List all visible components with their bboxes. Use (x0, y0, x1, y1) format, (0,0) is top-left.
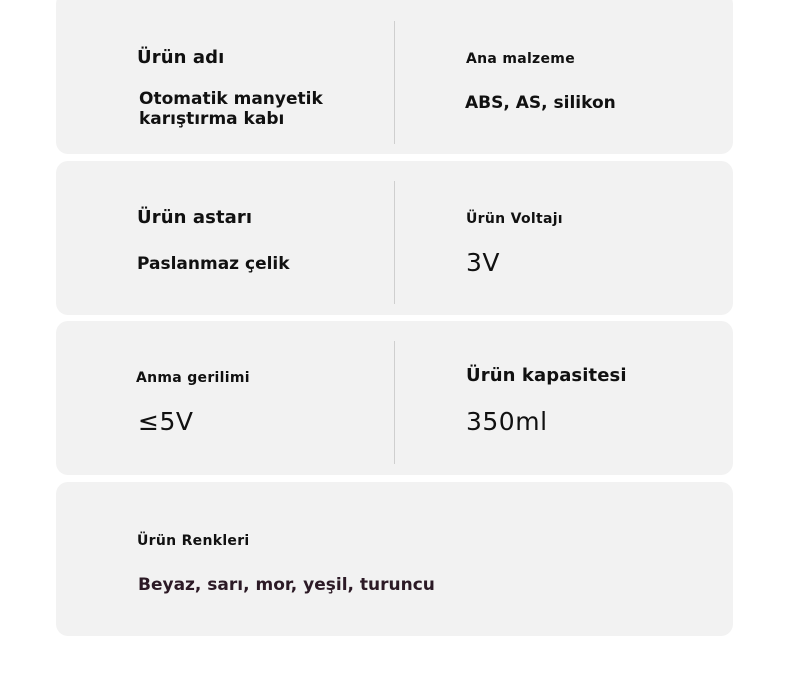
product-colors-label: Ürün Renkleri (137, 533, 250, 549)
product-lining-value: Paslanmaz çelik (137, 254, 290, 274)
product-capacity-value: 350ml (466, 407, 548, 436)
product-colors-value: Beyaz, sarı, mor, yeşil, turuncu (138, 575, 435, 595)
card-divider (394, 21, 395, 144)
spec-card-rated-capacity (56, 321, 733, 475)
product-name-value-line1: Otomatik manyetik (139, 89, 323, 109)
product-name-value-line2: karıştırma kabı (139, 109, 285, 129)
product-name-label: Ürün adı (137, 47, 225, 68)
rated-voltage-label: Anma gerilimi (136, 370, 250, 386)
product-capacity-label: Ürün kapasitesi (466, 365, 627, 386)
spec-card-lining-voltage (56, 161, 733, 315)
product-voltage-value: 3V (466, 248, 501, 277)
card-divider (394, 341, 395, 464)
spec-card-colors (56, 482, 733, 636)
product-voltage-label: Ürün Voltajı (466, 211, 563, 227)
rated-voltage-value: ≤5V (138, 407, 194, 436)
spec-card-name-material (56, 0, 733, 154)
main-material-label: Ana malzeme (466, 51, 575, 67)
main-material-value: ABS, AS, silikon (465, 93, 616, 113)
product-lining-label: Ürün astarı (137, 207, 253, 228)
card-divider (394, 181, 395, 304)
